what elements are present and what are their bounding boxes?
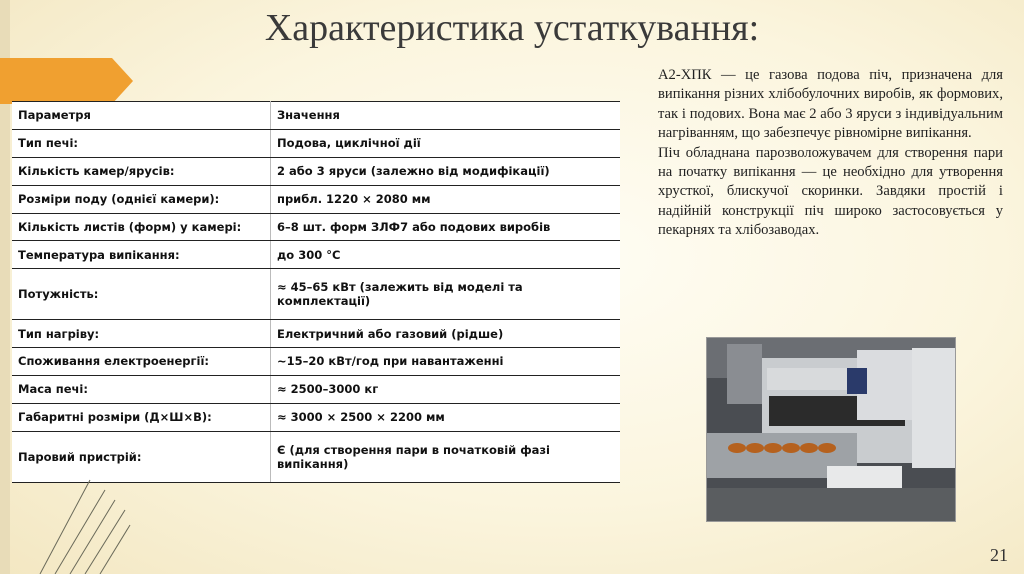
value-cell: Є (для створення пари в початковій фазі випікання)	[271, 431, 621, 482]
value-cell: ~15–20 кВт/год при навантаженні	[271, 348, 621, 376]
table-row	[12, 404, 620, 432]
oven-photo	[706, 337, 956, 522]
value-cell: Значення	[271, 102, 621, 130]
table-row	[12, 241, 620, 269]
parameter-cell: Маса печі:	[12, 376, 271, 404]
table-row	[12, 376, 620, 404]
parameters-table	[12, 101, 620, 483]
parameter-cell: Кількість камер/ярусів:	[12, 157, 271, 185]
table-row	[12, 213, 620, 241]
value-cell: до 300 °С	[271, 241, 621, 269]
arrow-banner	[0, 58, 135, 104]
value-cell: Електричний або газовий (рідше)	[271, 320, 621, 348]
table-row	[12, 185, 620, 213]
parameter-cell: Потужність:	[12, 269, 271, 320]
table-row	[12, 320, 620, 348]
parameter-cell: Габаритні розміри (Д×Ш×В):	[12, 404, 271, 432]
description-paragraph: Піч обладнана парозволожувачем для створення пари на початку випікання — це необхідно для утворення хрусткої, блискучої скоринки. Завдяки простій і надійній конструкції піч широко застосовується у пекарнях та хлібозаводах.	[658, 144, 1003, 239]
table-row	[12, 129, 620, 157]
parameter-cell: Тип печі:	[12, 129, 271, 157]
description-paragraph: А2-ХПК — це газова подова піч, призначена для випікання різних хлібобулочних виробів, як формових, так і подових. Вона має 2 або 3 яруси з індивідуальним нагріванням, що забезпечує рівномірне випікання.	[658, 67, 1003, 142]
value-cell: ≈ 2500–3000 кг	[271, 376, 621, 404]
parameter-cell: Параметря	[12, 102, 271, 130]
page-number: 21	[990, 545, 1008, 565]
parameter-cell: Паровий пристрій:	[12, 431, 271, 482]
decorative-lines	[30, 470, 140, 574]
value-cell: 6–8 шт. форм ЗЛФ7 або подових виробів	[271, 213, 621, 241]
parameter-cell: Розміри поду (однієї камери):	[12, 185, 271, 213]
parameter-cell: Тип нагріву:	[12, 320, 271, 348]
table-row	[12, 348, 620, 376]
slide-title: Характеристика устаткування:	[264, 7, 760, 49]
parameter-cell: Кількість листів (форм) у камері:	[12, 213, 271, 241]
parameter-cell: Споживання електроенергії:	[12, 348, 271, 376]
parameter-cell: Температура випікання:	[12, 241, 271, 269]
value-cell: прибл. 1220 × 2080 мм	[271, 185, 621, 213]
value-cell: 2 або 3 яруси (залежно від модифікації)	[271, 157, 621, 185]
table-row	[12, 157, 620, 185]
table-header-row	[12, 102, 620, 130]
value-cell: Подова, циклічної дії	[271, 129, 621, 157]
value-cell: ≈ 3000 × 2500 × 2200 мм	[271, 404, 621, 432]
value-cell: ≈ 45–65 кВт (залежить від моделі та комплектації)	[271, 269, 621, 320]
table-row	[12, 269, 620, 320]
description-text	[658, 66, 1003, 241]
